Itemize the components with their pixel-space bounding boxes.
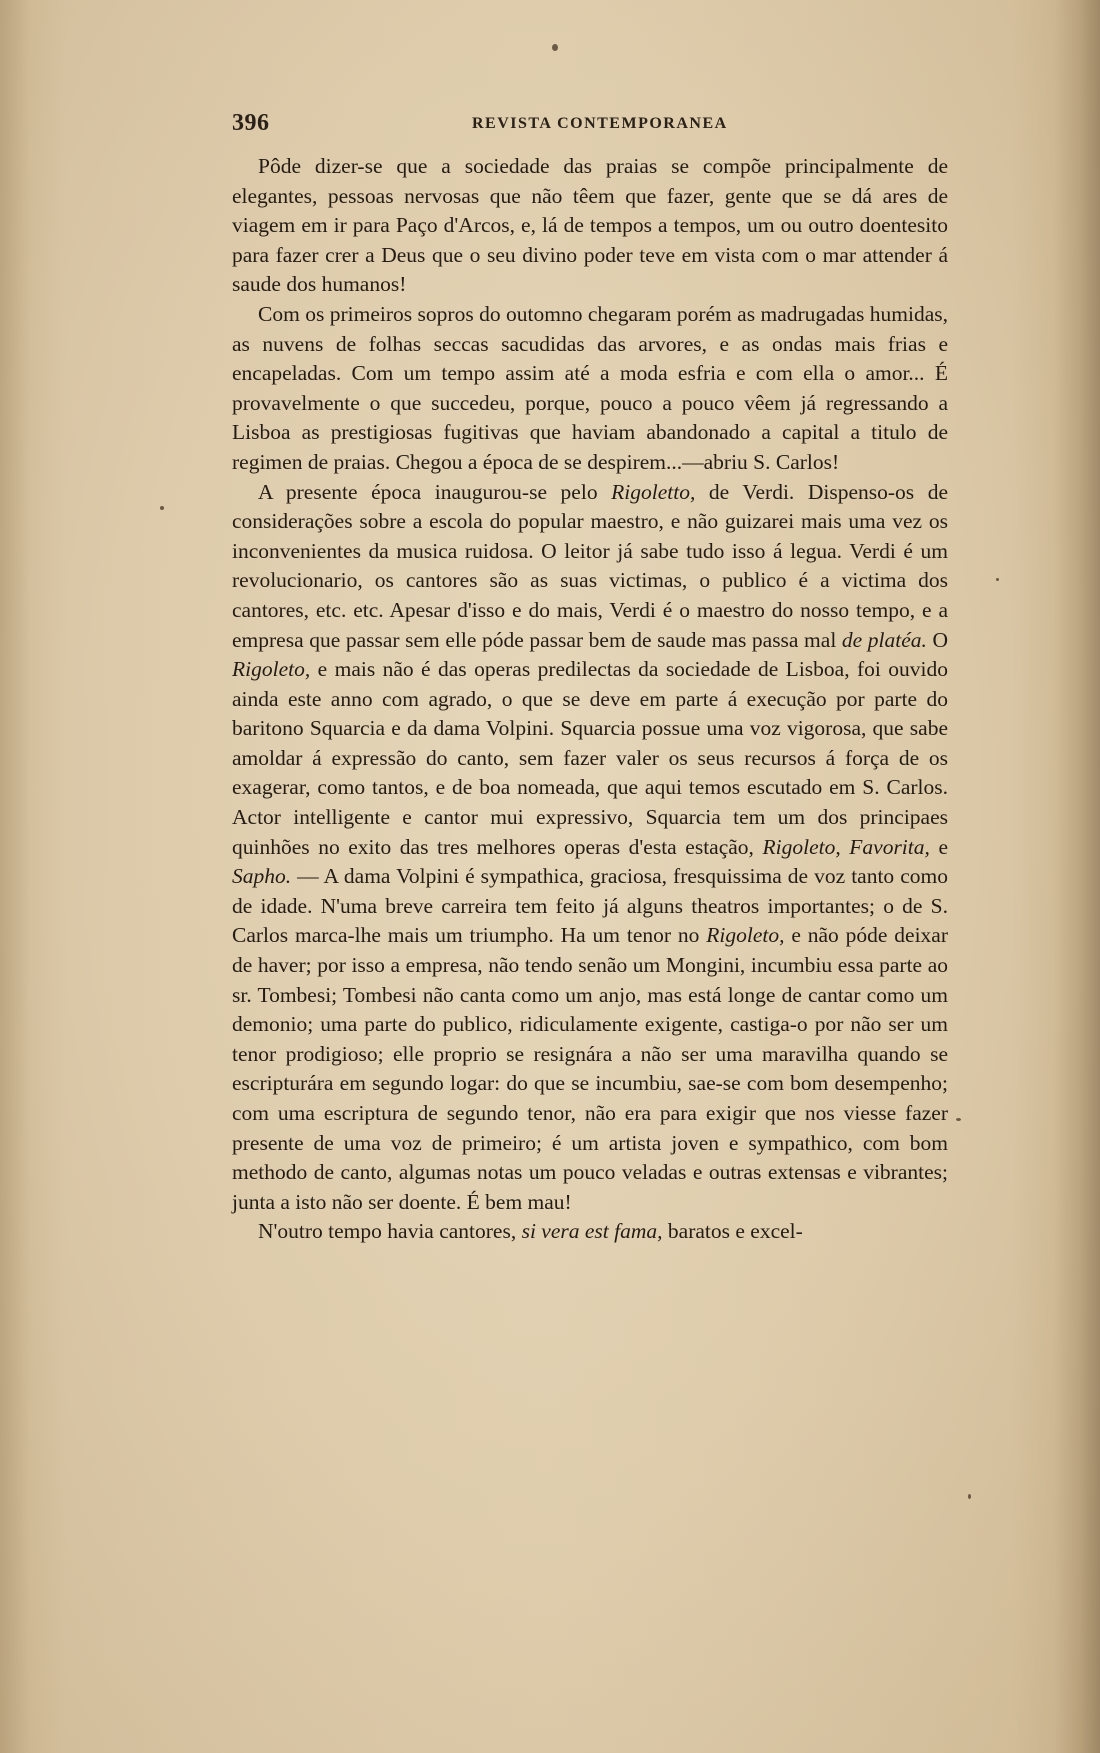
text-segment: e mais não é das operas predilectas da sociedade de Lisboa, foi ouvido ainda este anno com agrado, o que se deve em parte á execução por parte do baritono Squarcia e da dama Volpini. Squarcia possue uma voz vigorosa, que sabe amoldar á expressão do canto, sem fazer valer os seus recursos á força de os exagerar, como tantos, e de boa nomeada, que aqui temos escutado em S. Carlos. Actor intelligente e cantor mui expressivo, Squarcia tem um dos principaes quinhões no exito das tres melhores operas d'esta estação, (232, 657, 948, 859)
running-head: REVISTA CONTEMPORANEA (472, 115, 728, 132)
text-segment: e (929, 834, 948, 859)
page-shadow-right (1054, 0, 1100, 1753)
paragraph (232, 300, 948, 478)
page-header (232, 110, 952, 140)
italic-text: si vera est fama, (521, 1219, 663, 1244)
text-segment: O (926, 627, 948, 652)
italic-text: Sapho. (232, 864, 292, 889)
text-segment: de Verdi. Dispenso-os de considerações sobre a escola do popular maestro, e não guizarei mais uma vez os inconvenientes da musica ruidosa. O leitor já sabe tudo isso á legua. Verdi é um revolucionario, os cantores são as suas victimas, o publico é a victima dos cantores, etc. etc. Apesar d'isso e do mais, Verdi é o maestro do nosso tempo, e a empresa que passar sem elle póde passar bem de saude mas passa mal (232, 479, 949, 652)
text-segment: Pôde dizer-se que a sociedade das praias se compõe principalmente de elegantes, pessoas nervosas que não têem que fazer, gente que se dá ares de viagem em ir para Paço d'Arcos, e, lá de tempos a tempos, um ou outro doentesito para fazer crer a Deus que o seu divino poder teve em vista com o mar attender á saude dos humanos! (232, 154, 948, 297)
text-segment: e não póde deixar de haver; por isso a empresa, não tendo senão um Mongini, incumbiu essa parte ao sr. Tombesi; Tombesi não canta como um anjo, mas está longe de cantar como um demonio; uma parte do publico, ridiculamente exigente, castiga-o por não ser um tenor prodigioso; elle proprio se resignára a não ser uma maravilha quando se escripturára em segundo logar: do que se incumbiu, sae-se com bom desempenho; com uma escriptura de segundo tenor, não era para exigir que nos viesse fazer presente de uma voz de primeiro; é um artista joven e sympathico, com bom methodo de canto, algumas notas um pouco veladas e outras extensas e vibrantes; junta a isto não ser doente. É bem mau! (232, 923, 948, 1214)
page-shadow-left (0, 0, 30, 1753)
text-segment: N'outro tempo havia cantores, (258, 1219, 522, 1244)
text-segment: baratos e excel- (662, 1219, 803, 1244)
italic-text: de platéa. (841, 627, 927, 652)
italic-text: Rigoleto, (706, 923, 785, 948)
ink-speck (956, 1118, 961, 1121)
paragraph (232, 478, 948, 1218)
italic-text: Rigoleto, Favorita, (762, 834, 930, 859)
article-body (232, 152, 948, 1247)
italic-text: Rigoletto, (611, 479, 696, 504)
ink-speck (996, 578, 999, 581)
text-segment: A presente época inaugurou-se pelo (258, 479, 612, 504)
text-segment: — A dama Volpini é sympathica, graciosa, fresquissima de voz tanto como de idade. N'uma breve carreira tem feito já alguns theatros importantes; o de S. Carlos marca-lhe mais um triumpho. Ha um tenor no (232, 864, 948, 948)
text-segment: Com os primeiros sopros do outomno chegaram porém as madrugadas humidas, as nuvens de folhas seccas sacudidas das arvores, e as ondas mais frias e encapeladas. Com um tempo assim até a moda esfria e com ella o amor... É provavelmente o que succedeu, porque, pouco a pouco vêem já regressando a Lisboa as prestigiosas fugitivas que haviam abandonado a capital a titulo de regimen de praias. Chegou a época de se despirem...—abriu S. Carlos! (232, 301, 948, 474)
ink-speck (552, 44, 558, 51)
ink-speck (160, 506, 164, 510)
paragraph (232, 1217, 948, 1247)
paragraph (232, 152, 948, 300)
ink-speck (968, 1494, 971, 1499)
italic-text: Rigoleto, (232, 657, 311, 682)
page-number: 396 (232, 110, 270, 136)
